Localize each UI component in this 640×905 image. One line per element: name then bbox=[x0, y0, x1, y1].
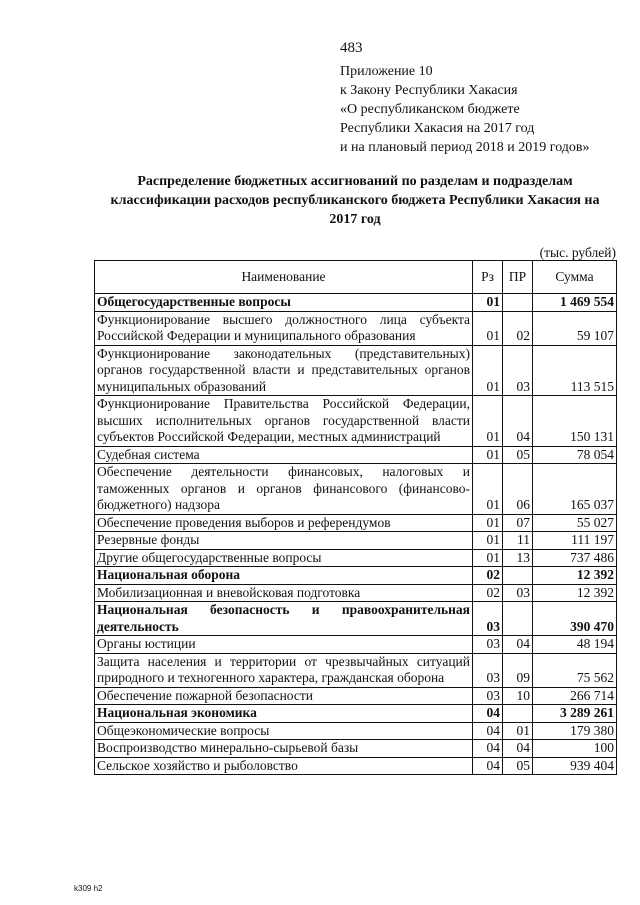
table-row bbox=[95, 514, 617, 532]
cell-name: Национальная оборона bbox=[95, 567, 473, 585]
appendix-line: к Закону Республики Хакасия bbox=[340, 83, 518, 98]
table-row bbox=[95, 549, 617, 567]
cell-pr: 07 bbox=[503, 514, 533, 532]
table-row bbox=[95, 705, 617, 723]
cell-pr: 04 bbox=[503, 396, 533, 447]
appendix-line: «О республиканском бюджете bbox=[340, 102, 520, 117]
cell-name: Обеспечение деятельности финансовых, налоговых и таможенных органов и органов финансового (финансово-бюджетного) надзора bbox=[95, 464, 473, 515]
cell-name: Функционирование высшего должностного лица субъекта Российской Федерации и муниципального образования bbox=[95, 311, 473, 345]
cell-rz: 04 bbox=[473, 705, 503, 723]
cell-amount: 179 380 bbox=[533, 722, 617, 740]
cell-rz: 01 bbox=[473, 396, 503, 447]
cell-pr bbox=[503, 705, 533, 723]
cell-name: Мобилизационная и вневойсковая подготовка bbox=[95, 584, 473, 602]
cell-rz: 01 bbox=[473, 446, 503, 464]
cell-name: Судебная система bbox=[95, 446, 473, 464]
cell-rz: 01 bbox=[473, 294, 503, 312]
cell-pr: 02 bbox=[503, 311, 533, 345]
cell-amount: 48 194 bbox=[533, 636, 617, 654]
cell-pr bbox=[503, 294, 533, 312]
cell-pr: 01 bbox=[503, 722, 533, 740]
cell-amount: 55 027 bbox=[533, 514, 617, 532]
cell-rz: 03 bbox=[473, 653, 503, 687]
cell-name: Защита населения и территории от чрезвычайных ситуаций природного и техногенного характера, гражданская оборона bbox=[95, 653, 473, 687]
header-pr: ПР bbox=[503, 261, 533, 294]
cell-amount: 12 392 bbox=[533, 567, 617, 585]
cell-rz: 01 bbox=[473, 514, 503, 532]
table-row bbox=[95, 584, 617, 602]
units-label: (тыс. рублей) bbox=[539, 245, 616, 260]
table-row bbox=[95, 345, 617, 396]
cell-name: Резервные фонды bbox=[95, 532, 473, 550]
cell-pr bbox=[503, 567, 533, 585]
cell-pr: 03 bbox=[503, 584, 533, 602]
cell-rz: 03 bbox=[473, 602, 503, 636]
cell-pr: 06 bbox=[503, 464, 533, 515]
table-row bbox=[95, 464, 617, 515]
cell-amount: 150 131 bbox=[533, 396, 617, 447]
cell-name: Функционирование законодательных (представительных) органов государственной власти и представительных органов муниципальных образований bbox=[95, 345, 473, 396]
cell-rz: 04 bbox=[473, 722, 503, 740]
page-number: 483 bbox=[340, 40, 363, 56]
cell-amount: 165 037 bbox=[533, 464, 617, 515]
cell-amount: 113 515 bbox=[533, 345, 617, 396]
cell-amount: 59 107 bbox=[533, 311, 617, 345]
footer-code: k309 h2 bbox=[74, 884, 103, 893]
table-row bbox=[95, 567, 617, 585]
cell-rz: 03 bbox=[473, 636, 503, 654]
cell-amount: 737 486 bbox=[533, 549, 617, 567]
table-row bbox=[95, 602, 617, 636]
document-title: Распределение бюджетных ассигнований по разделам и подразделам классификации расходов республиканского бюджета Республики Хакасия на 2017 год bbox=[110, 174, 600, 227]
cell-pr: 11 bbox=[503, 532, 533, 550]
cell-name: Общеэкономические вопросы bbox=[95, 722, 473, 740]
cell-rz: 03 bbox=[473, 687, 503, 705]
cell-rz: 04 bbox=[473, 740, 503, 758]
cell-pr: 05 bbox=[503, 757, 533, 775]
cell-name: Общегосударственные вопросы bbox=[95, 294, 473, 312]
appendix-line: и на плановый период 2018 и 2019 годов» bbox=[340, 140, 590, 155]
cell-name: Национальная безопасность и правоохранительная деятельность bbox=[95, 602, 473, 636]
cell-pr: 04 bbox=[503, 740, 533, 758]
cell-amount: 78 054 bbox=[533, 446, 617, 464]
cell-pr: 09 bbox=[503, 653, 533, 687]
cell-pr bbox=[503, 602, 533, 636]
cell-amount: 266 714 bbox=[533, 687, 617, 705]
cell-name: Другие общегосударственные вопросы bbox=[95, 549, 473, 567]
cell-amount: 12 392 bbox=[533, 584, 617, 602]
cell-amount: 3 289 261 bbox=[533, 705, 617, 723]
header-name: Наименование bbox=[95, 261, 473, 294]
table-body bbox=[95, 294, 617, 775]
table-row bbox=[95, 636, 617, 654]
table-row bbox=[95, 740, 617, 758]
cell-amount: 390 470 bbox=[533, 602, 617, 636]
table-row bbox=[95, 532, 617, 550]
cell-pr: 03 bbox=[503, 345, 533, 396]
table-row bbox=[95, 446, 617, 464]
cell-name: Обеспечение проведения выборов и референдумов bbox=[95, 514, 473, 532]
table-row bbox=[95, 294, 617, 312]
cell-amount: 75 562 bbox=[533, 653, 617, 687]
cell-pr: 10 bbox=[503, 687, 533, 705]
table-row bbox=[95, 396, 617, 447]
cell-name: Воспроизводство минерально-сырьевой базы bbox=[95, 740, 473, 758]
cell-name: Обеспечение пожарной безопасности bbox=[95, 687, 473, 705]
cell-rz: 01 bbox=[473, 532, 503, 550]
cell-rz: 01 bbox=[473, 311, 503, 345]
cell-amount: 100 bbox=[533, 740, 617, 758]
cell-rz: 01 bbox=[473, 464, 503, 515]
cell-name: Функционирование Правительства Российской Федерации, высших исполнительных органов государственной власти субъектов Российской Федерации, местных администраций bbox=[95, 396, 473, 447]
cell-amount: 1 469 554 bbox=[533, 294, 617, 312]
table-header-row bbox=[95, 261, 617, 294]
budget-table bbox=[94, 260, 617, 775]
cell-rz: 02 bbox=[473, 584, 503, 602]
cell-name: Сельское хозяйство и рыболовство bbox=[95, 757, 473, 775]
cell-pr: 05 bbox=[503, 446, 533, 464]
cell-rz: 01 bbox=[473, 549, 503, 567]
cell-rz: 04 bbox=[473, 757, 503, 775]
header-rz: Рз bbox=[473, 261, 503, 294]
table-row bbox=[95, 653, 617, 687]
cell-pr: 04 bbox=[503, 636, 533, 654]
appendix-line: Приложение 10 bbox=[340, 64, 433, 79]
cell-name: Органы юстиции bbox=[95, 636, 473, 654]
cell-amount: 111 197 bbox=[533, 532, 617, 550]
table-row bbox=[95, 687, 617, 705]
cell-amount: 939 404 bbox=[533, 757, 617, 775]
cell-rz: 01 bbox=[473, 345, 503, 396]
cell-rz: 02 bbox=[473, 567, 503, 585]
table-row bbox=[95, 757, 617, 775]
appendix-line: Республики Хакасия на 2017 год bbox=[340, 121, 535, 136]
appendix-block bbox=[340, 62, 590, 157]
cell-name: Национальная экономика bbox=[95, 705, 473, 723]
cell-pr: 13 bbox=[503, 549, 533, 567]
table-row bbox=[95, 311, 617, 345]
header-amount: Сумма bbox=[533, 261, 617, 294]
table-row bbox=[95, 722, 617, 740]
